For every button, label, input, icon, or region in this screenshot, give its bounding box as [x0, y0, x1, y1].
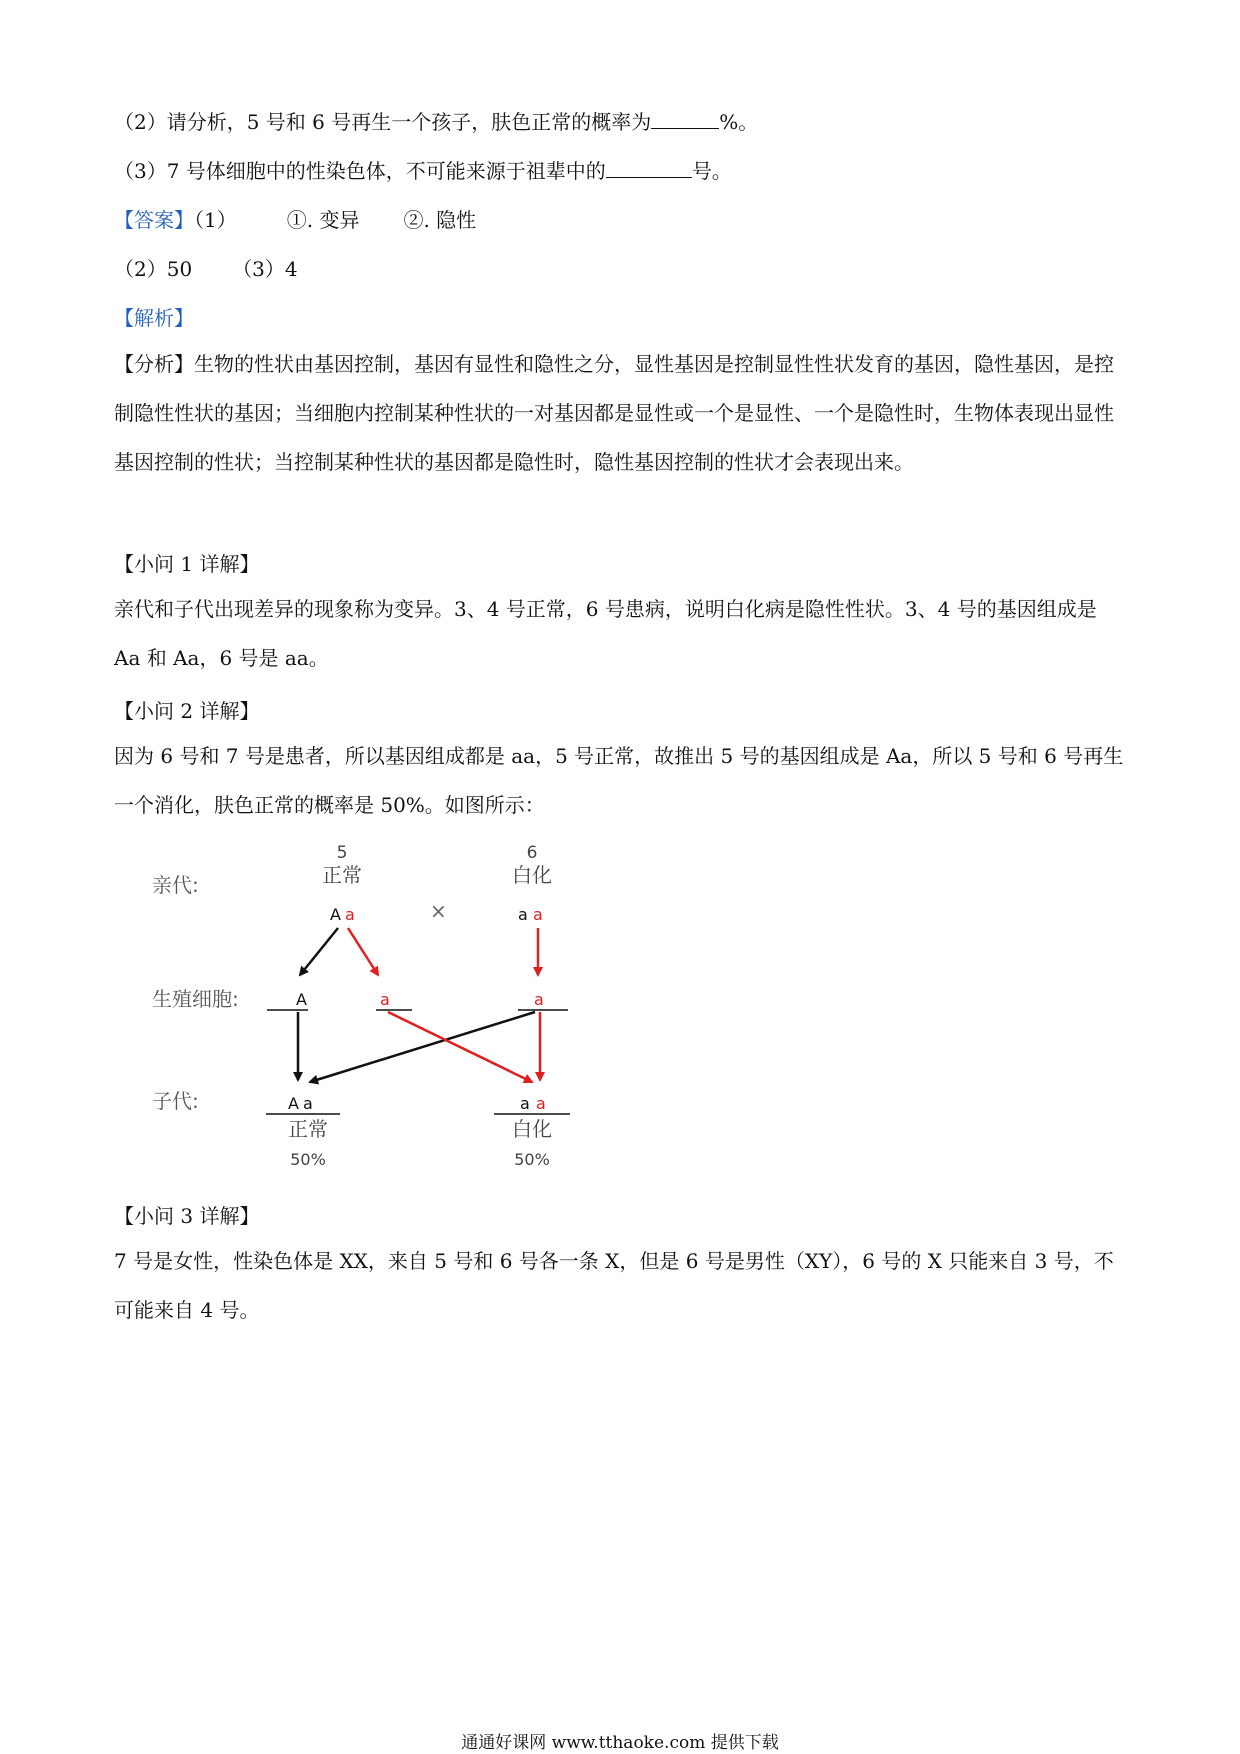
sub3-heading: 【小问 3 详解】 — [114, 1204, 260, 1228]
gamete-A: A — [296, 990, 307, 1009]
sub2-heading: 【小问 2 详解】 — [114, 699, 260, 723]
child-2-gene-a1: a — [520, 1094, 530, 1113]
sub1-paragraph: 亲代和子代出现差异的现象称为变异。3、4 号正常，6 号患病，说明白化病是隐性性状。3、4 号的基因组成是 Aa 和 Aa，6 号是 aa。 — [114, 597, 1097, 670]
parent-5-number: 5 — [336, 843, 348, 863]
answer-line-2 — [114, 253, 298, 282]
parent-6-gene-a2: a — [533, 905, 543, 924]
arrow-p5-to-a — [348, 928, 378, 975]
gamete-a-from-5: a — [380, 990, 390, 1009]
answer-part-1: （1） — [194, 208, 237, 232]
question-3-suffix: 号。 — [691, 159, 732, 183]
question-2-text: （2）请分析，5 号和 6 号再生一个孩子，肤色正常的概率为 — [114, 110, 652, 134]
sub1-heading: 【小问 1 详解】 — [114, 552, 260, 576]
answer-line-1 — [114, 204, 476, 233]
parent-5-label: 正常 — [322, 863, 362, 887]
arrow-a-to-Aa — [310, 1012, 535, 1082]
analysis-label: 【分析】 — [114, 352, 194, 376]
child-2-percent: 50% — [514, 1150, 550, 1169]
row-label-gamete: 生殖细胞: — [152, 987, 239, 1011]
child-1-gene-A: A — [288, 1094, 299, 1113]
analysis-text: 生物的性状由基因控制，基因有显性和隐性之分，显性基因是控制显性性状发育的基因，隐性基因，是控制隐性性状的基因；当细胞内控制某种性状的一对基因都是显性或一个是显性、一个是隐性时，生物体表现出显性基因控制的性状；当控制某种性状的基因都是隐性时，隐性基因控制的性状才会表现出来。 — [114, 352, 1114, 474]
answer-item-2: ②. 隐性 — [403, 208, 477, 232]
analysis-tag: 【解析】 — [114, 306, 194, 330]
arrow-p5-to-A — [300, 928, 338, 975]
gamete-a-from-6: a — [534, 990, 544, 1009]
parent-5-gene-A: A — [330, 905, 341, 924]
child-1-percent: 50% — [290, 1150, 326, 1169]
sub3-paragraph: 7 号是女性，性染色体是 XX，来自 5 号和 6 号各一条 X，但是 6 号是男性（XY），6 号的 X 只能来自 3 号，不可能来自 4 号。 — [114, 1249, 1114, 1322]
page-footer: 通通好课网 www.tthaoke.com 提供下载 — [461, 1733, 779, 1753]
answer-item-1: ①. 变异 — [286, 208, 360, 232]
sub2-paragraph: 因为 6 号和 7 号是患者，所以基因组成都是 aa，5 号正常，故推出 5 号的基因组成是 Aa，所以 5 号和 6 号再生一个消化，肤色正常的概率是 50%。如图所示： — [114, 744, 1124, 817]
answer-blank-1 — [651, 108, 719, 129]
answer-tag: 【答案】 — [114, 208, 194, 232]
question-3 — [114, 155, 732, 184]
question-2 — [114, 106, 758, 135]
child-1-gene-a: a — [303, 1094, 313, 1113]
child-2-gene-a2: a — [536, 1094, 546, 1113]
row-label-parent: 亲代: — [152, 873, 199, 897]
parent-5-gene-a: a — [345, 905, 355, 924]
genetic-cross-diagram — [140, 830, 600, 1180]
answer-blank-2 — [606, 157, 692, 178]
parent-6-gene-a1: a — [518, 905, 528, 924]
child-2-label: 白化 — [512, 1117, 552, 1141]
answer-part-2: （2）50 — [114, 257, 193, 281]
row-label-child: 子代: — [152, 1089, 199, 1113]
parent-6-label: 白化 — [512, 863, 552, 887]
analysis-paragraph — [114, 340, 1126, 487]
cross-symbol: × — [430, 899, 447, 923]
question-2-suffix: %。 — [719, 110, 759, 134]
question-3-text: （3）7 号体细胞中的性染色体，不可能来源于祖辈中的 — [114, 159, 606, 183]
parent-6-number: 6 — [526, 843, 538, 863]
answer-part-3: （3）4 — [232, 257, 298, 281]
child-1-label: 正常 — [288, 1117, 328, 1141]
arrow-a-to-aa-1 — [388, 1012, 532, 1082]
